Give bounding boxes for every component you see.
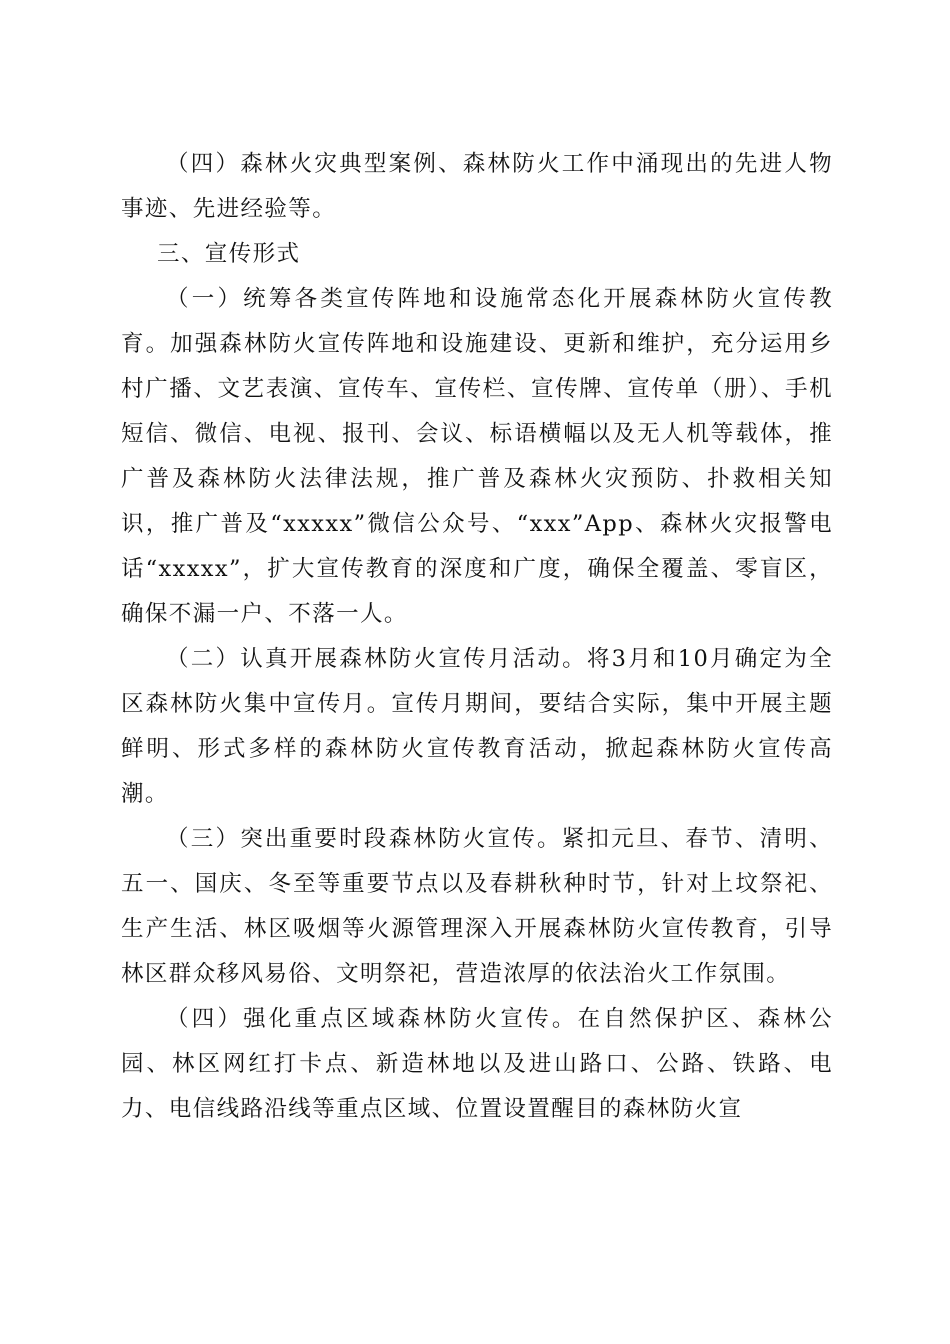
paragraph-key-periods <box>121 817 833 997</box>
paragraph-lead: （三）突出重要时段森林防火宣传。 <box>166 826 562 852</box>
paragraph-text: 紧扣元旦、春节、清明、五一、国庆、冬至等重要节点以及春耕秋种时节，针对上坟祭祀、生产生活、林区吸烟等火源管理深入开展森林防火宣传教育，引导林区群众移风易俗、文明祭祀，营造浓厚的依法治火工作氛围。 <box>121 826 833 987</box>
paragraph-text: 在自然保护区、森林公园、林区网红打卡点、新造林地以及进山路口、公路、铁路、电力、电信线路沿线等重点区域、位置设置醒目的森林防火宣 <box>121 1006 833 1122</box>
paragraph-lead: （四）强化重点区域森林防火宣传。 <box>166 1006 578 1032</box>
paragraph-lead: （一）统筹各类宣传阵地和设施常态化开展森林防火宣传教育。 <box>121 286 833 357</box>
paragraph-propaganda-positions <box>121 277 833 637</box>
document-body <box>121 142 833 1132</box>
paragraph-text: 将3月和10月确定为全区森林防火集中宣传月。宣传月期间，要结合实际，集中开展主题鲜明、形式多样的森林防火宣传教育活动，掀起森林防火宣传高潮。 <box>121 646 833 807</box>
section-heading: 三、宣传形式 <box>157 241 301 267</box>
paragraph-typical-cases <box>121 142 833 232</box>
paragraph-propaganda-month <box>121 637 833 817</box>
paragraph-key-areas <box>121 997 833 1132</box>
paragraph-lead: （二）认真开展森林防火宣传月活动。 <box>166 646 587 672</box>
paragraph-text: 加强森林防火宣传阵地和设施建设、更新和维护，充分运用乡村广播、文艺表演、宣传车、宣传栏、宣传牌、宣传单（册）、手机短信、微信、电视、报刊、会议、标语横幅以及无人机等载体，推广普及森林防火法律法规，推广普及森林火灾预防、扑救相关知识，推广普及“xxxxx”微信公众号、“xxx”App、森林火灾报警电话“xxxxx”，扩大宣传教育的深度和广度，确保全覆盖、零盲区，确保不漏一户、不落一人。 <box>121 331 833 627</box>
paragraph-text: （四）森林火灾典型案例、森林防火工作中涌现出的先进人物事迹、先进经验等。 <box>121 151 833 222</box>
